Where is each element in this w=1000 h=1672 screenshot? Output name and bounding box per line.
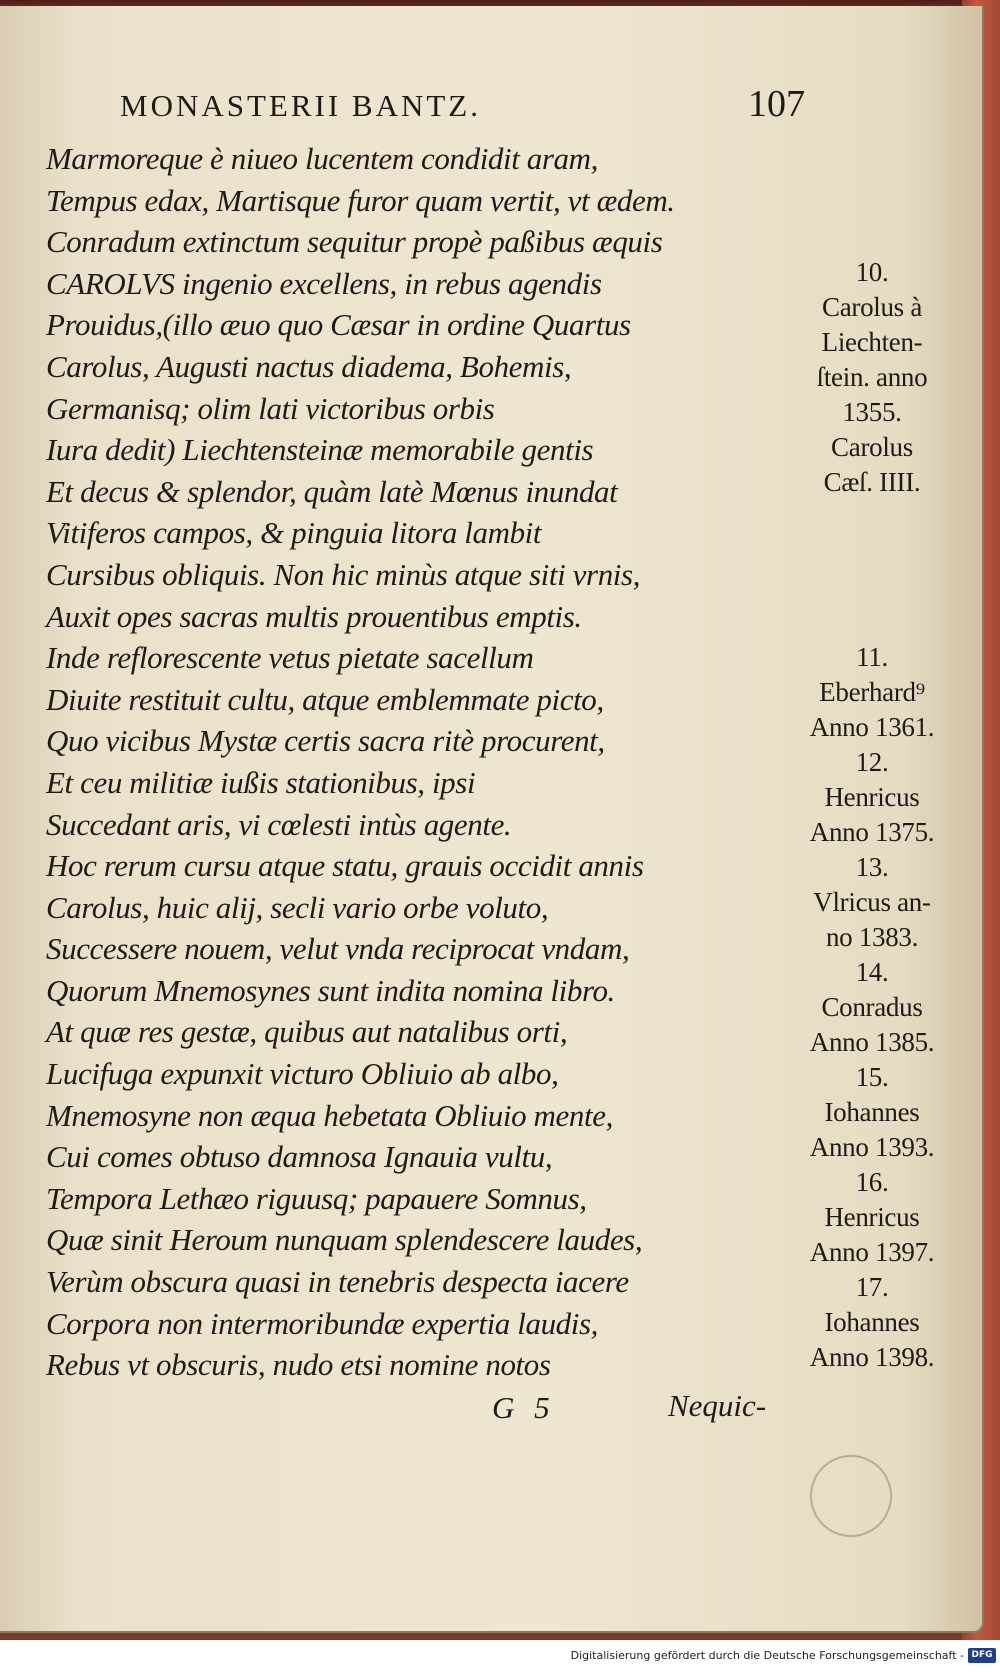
verse-line: Prouidus,(illo æuo quo Cæsar in ordine Quartus xyxy=(46,307,631,343)
margin-note: Anno 1393. xyxy=(809,1132,935,1162)
verse-line: Germanisq; olim lati victoribus orbis xyxy=(46,390,495,426)
verse-line: Corpora non intermoribundæ expertia laudis, xyxy=(46,1305,599,1341)
margin-note: no 1383. xyxy=(825,922,919,952)
verse-line: Et decus & splendor, quàm latè Mœnus inundat xyxy=(46,473,618,509)
margin-note: Conradus xyxy=(821,992,923,1022)
verse-line: Carolus, Augusti nactus diadema, Bohemis, xyxy=(46,348,572,384)
margin-note: Henricus xyxy=(824,1202,920,1232)
verse-line: Marmoreque è niueo lucentem condidit aram, xyxy=(46,141,598,176)
verse-line: Cursibus obliquis. Non hic minùs atque siti vrnis, xyxy=(46,556,641,592)
margin-note: Anno 1375. xyxy=(809,817,935,847)
verse-line: Quæ sinit Heroum nunquam splendescere laudes, xyxy=(46,1222,643,1258)
running-head: MONASTERII BANTZ. xyxy=(120,88,481,123)
margin-note: Carolus à xyxy=(821,292,923,322)
verse-line: At quæ res gestæ, quibus aut natalibus orti, xyxy=(46,1014,568,1050)
dfg-logo: DFG xyxy=(968,1648,996,1663)
verse-block xyxy=(46,138,746,1386)
verse-line: Successere nouem, velut vnda reciprocat vndam, xyxy=(46,931,630,967)
margin-note: 15. xyxy=(855,1062,889,1092)
verse-line: Inde reflorescente vetus pietate sacellum xyxy=(46,640,534,676)
verse-line: Conradum extinctum sequitur propè paßibus æquis xyxy=(46,224,663,260)
verse-line: Auxit opes sacras multis prouentibus emptis. xyxy=(46,598,582,634)
verse-line: Rebus vt obscuris, nudo etsi nomine notos xyxy=(46,1347,551,1383)
margin-note: Anno 1385. xyxy=(809,1027,935,1057)
margin-note: Vlricus an- xyxy=(813,887,931,917)
margin-note: Iohannes xyxy=(824,1097,920,1127)
margin-note: 14. xyxy=(855,957,889,987)
margin-note xyxy=(782,500,962,535)
verse-line: Tempora Lethæo riguusq; papauere Somnus, xyxy=(46,1180,587,1216)
verse-line: Verùm obscura quasi in tenebris despecta iacere xyxy=(46,1264,629,1300)
margin-note: Liechten- xyxy=(821,327,923,357)
margin-note: Carolus xyxy=(831,432,913,462)
margin-note: 11. xyxy=(856,642,888,672)
verse-line: Hoc rerum cursu atque statu, grauis occidit annis xyxy=(46,848,644,884)
margin-note: Anno 1397. xyxy=(809,1237,935,1267)
margin-note: Henricus xyxy=(824,782,920,812)
margin-note: Cæſ. IIII. xyxy=(823,467,921,497)
margin-note: 17. xyxy=(855,1272,889,1302)
verse-line: Vitiferos campos, & pinguia litora lambit xyxy=(46,515,542,551)
verse-line: Carolus, huic alij, secli vario orbe voluto, xyxy=(46,889,549,925)
signature-mark: G 5 xyxy=(492,1390,556,1425)
margin-note: ſtein. anno xyxy=(816,362,928,392)
page-number: 107 xyxy=(748,83,805,125)
margin-note: Anno 1398. xyxy=(809,1342,935,1372)
margin-notes xyxy=(782,255,962,1375)
margin-note xyxy=(782,535,962,570)
verse-line: Mnemosyne non æqua hebetata Obliuio mente, xyxy=(46,1097,613,1133)
verse-line: Diuite restituit cultu, atque emblemmate picto, xyxy=(46,681,604,717)
verse-line: Quorum Mnemosynes sunt indita nomina libro. xyxy=(46,972,615,1008)
margin-note: Anno 1361. xyxy=(809,712,935,742)
verse-line: Quo vicibus Mystæ certis sacra ritè procurent, xyxy=(46,723,605,759)
margin-note: 10. xyxy=(855,257,889,287)
catchword: Nequic- xyxy=(668,1388,767,1423)
verse-line: Succedant aris, vi cœlesti intùs agente. xyxy=(46,806,512,842)
margin-note xyxy=(782,605,962,640)
margin-note: Iohannes xyxy=(824,1307,920,1337)
margin-note: Eberhard⁹ xyxy=(819,677,925,707)
verse-line: Iura dedit) Liechtensteinæ memorabile gentis xyxy=(46,432,594,468)
verse-line: CAROLVS ingenio excellens, in rebus agendis xyxy=(46,265,602,301)
verse-line: Cui comes obtuso damnosa Ignauia vultu, xyxy=(46,1139,553,1175)
verse-line: Tempus edax, Martisque furor quam vertit, vt ædem. xyxy=(46,182,675,218)
verse-line: Et ceu militiæ iußis stationibus, ipsi xyxy=(46,764,476,800)
page-clip-ring xyxy=(810,1455,892,1537)
verse-line: Lucifuga expunxit victuro Obliuio ab albo, xyxy=(46,1056,559,1092)
margin-note: 12. xyxy=(855,747,889,777)
margin-note: 1355. xyxy=(842,397,902,427)
funding-credit: Digitalisierung gefördert durch die Deutsche Forschungsgemeinschaft - xyxy=(570,1649,964,1662)
margin-note: 13. xyxy=(855,852,889,882)
margin-note: 16. xyxy=(855,1167,889,1197)
margin-note xyxy=(782,570,962,605)
